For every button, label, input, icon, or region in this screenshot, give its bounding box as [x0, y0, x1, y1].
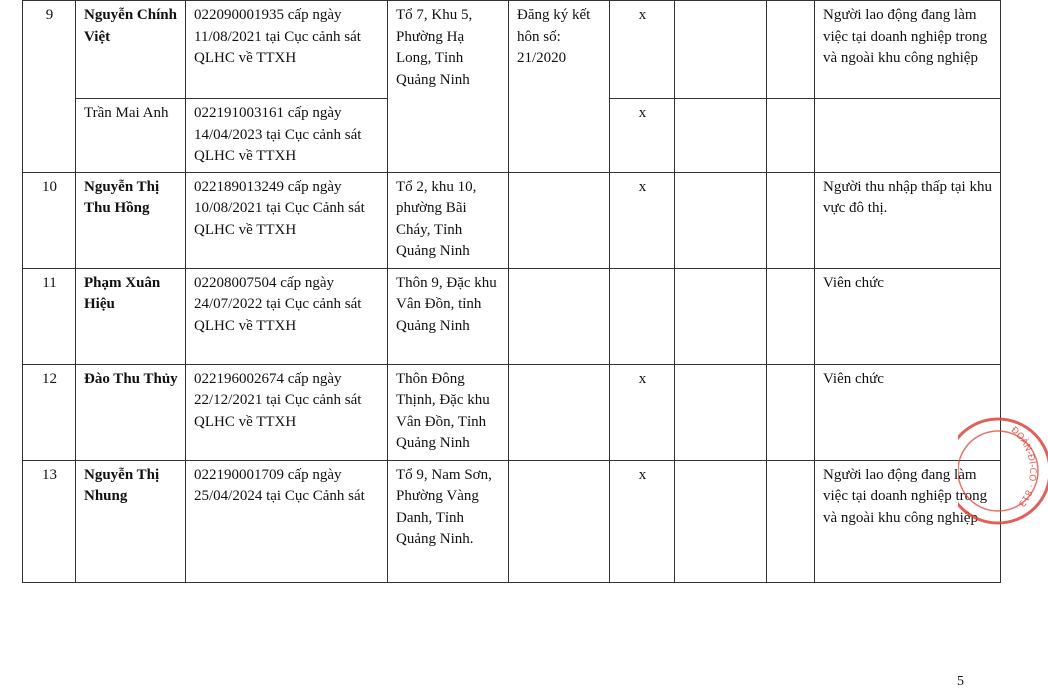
marriage-registration [509, 172, 610, 268]
id-card-info: 022190001709 cấp ngày 25/04/2024 tại Cục Cảnh sát [186, 460, 388, 582]
empty-cell [675, 364, 767, 460]
empty-cell [675, 172, 767, 268]
marriage-registration [509, 460, 610, 582]
empty-cell [675, 268, 767, 364]
applicant-name: Nguyễn Thị Nhung [76, 460, 186, 582]
beneficiary-category: Người lao động đang làm việc tại doanh nghiệp trong và ngoài khu công nghiệp [815, 1, 1001, 99]
row-number: 9 [23, 1, 76, 173]
id-card-info: 022090001935 cấp ngày 11/08/2021 tại Cục cảnh sát QLHC về TTXH [186, 1, 388, 99]
address: Tổ 7, Khu 5, Phường Hạ Long, Tỉnh Quảng Ninh [388, 1, 509, 173]
address: Thôn 9, Đặc khu Vân Đồn, tỉnh Quảng Ninh [388, 268, 509, 364]
beneficiary-category: Người lao động đang làm việc tại doanh nghiệp trong và ngoài khu công nghiệp [815, 460, 1001, 582]
empty-cell [767, 364, 815, 460]
empty-cell [767, 1, 815, 99]
svg-text:ĐOÀN-ĐI-CÔ · 813: ĐOÀN-ĐI-CÔ · 813 [1008, 425, 1038, 509]
marriage-registration: Đăng ký kết hôn số: 21/2020 [509, 1, 610, 173]
table-row [23, 460, 1001, 582]
empty-cell [767, 268, 815, 364]
applicant-name: Phạm Xuân Hiệu [76, 268, 186, 364]
id-card-info: 02208007504 cấp ngày 24/07/2022 tại Cục cảnh sát QLHC về TTXH [186, 268, 388, 364]
applicant-name: Nguyễn Chính Việt [76, 1, 186, 99]
applicant-name: Đào Thu Thủy [76, 364, 186, 460]
applicant-table-container [22, 0, 1001, 583]
page-number: 5 [957, 674, 964, 689]
row-number: 11 [23, 268, 76, 364]
table-row [23, 268, 1001, 364]
checkmark-cell: x [610, 172, 675, 268]
official-seal-stamp [958, 415, 1048, 525]
table-row [23, 172, 1001, 268]
table-row [23, 1, 1001, 99]
id-card-info: 022189013249 cấp ngày 10/08/2021 tại Cục Cảnh sát QLHC về TTXH [186, 172, 388, 268]
empty-cell [767, 99, 815, 173]
applicant-table [22, 0, 1001, 583]
row-number: 13 [23, 460, 76, 582]
address: Tổ 2, khu 10, phường Bãi Cháy, Tỉnh Quảng Ninh [388, 172, 509, 268]
id-card-info: 022191003161 cấp ngày 14/04/2023 tại Cục cảnh sát QLHC về TTXH [186, 99, 388, 173]
address: Thôn Đông Thịnh, Đặc khu Vân Đồn, Tỉnh Quảng Ninh [388, 364, 509, 460]
applicant-name: Nguyễn Thị Thu Hồng [76, 172, 186, 268]
checkmark-cell: x [610, 99, 675, 173]
applicant-name: Trần Mai Anh [76, 99, 186, 173]
checkmark-cell: x [610, 460, 675, 582]
empty-cell [675, 99, 767, 173]
row-number: 10 [23, 172, 76, 268]
checkmark-cell: x [610, 1, 675, 99]
marriage-registration [509, 364, 610, 460]
beneficiary-category: Viên chức [815, 364, 1001, 460]
empty-cell [675, 1, 767, 99]
marriage-registration [509, 268, 610, 364]
id-card-info: 022196002674 cấp ngày 22/12/2021 tại Cục cảnh sát QLHC về TTXH [186, 364, 388, 460]
beneficiary-category: Viên chức [815, 268, 1001, 364]
row-number: 12 [23, 364, 76, 460]
empty-cell [675, 460, 767, 582]
beneficiary-category [815, 99, 1001, 173]
table-row [23, 364, 1001, 460]
address: Tổ 9, Nam Sơn, Phường Vàng Danh, Tỉnh Quảng Ninh. [388, 460, 509, 582]
empty-cell [767, 460, 815, 582]
empty-cell [767, 172, 815, 268]
checkmark-cell: x [610, 364, 675, 460]
beneficiary-category: Người thu nhập thấp tại khu vực đô thị. [815, 172, 1001, 268]
checkmark-cell [610, 268, 675, 364]
